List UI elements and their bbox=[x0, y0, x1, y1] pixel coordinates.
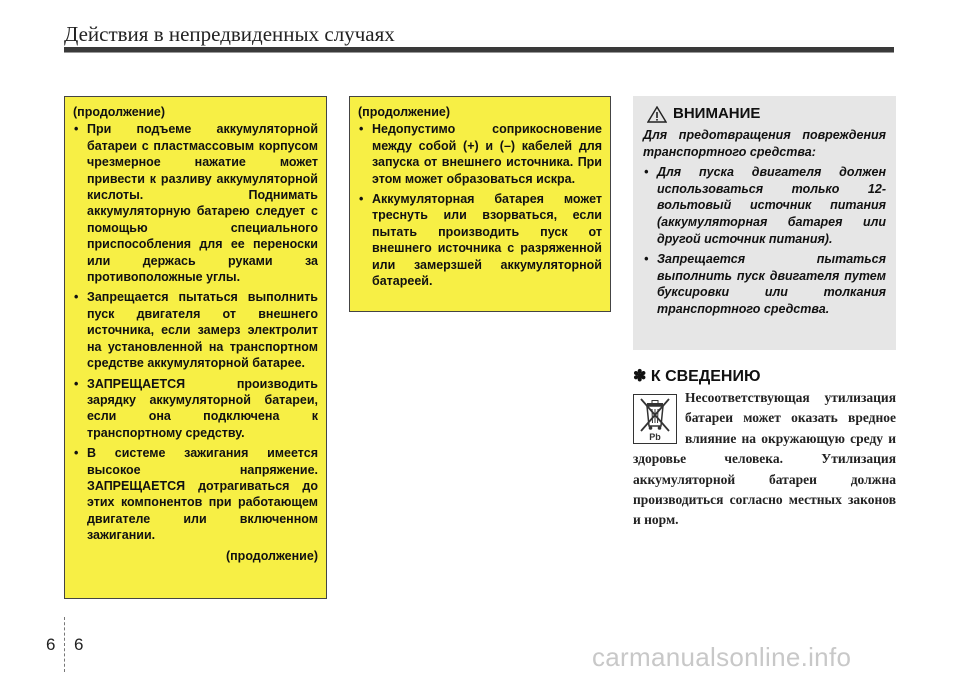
icon-label-pb: Pb bbox=[649, 432, 661, 442]
note-text: Несоответствующая утилизация батареи может оказать вредное влияние на окружающую среду и здоровье человека. Утилизация аккумуляторной батареи должна производиться согласно местных законов и норм. bbox=[633, 390, 896, 528]
watermark: carmanualsonline.info bbox=[592, 642, 852, 672]
page-fold-line bbox=[64, 617, 65, 672]
warning-box bbox=[633, 96, 896, 350]
list-item: • Недопустимо соприкосновение между собой (+) и (–) кабелей для запуска от внешнего источника. При этом может образоваться искра. bbox=[358, 121, 602, 187]
continued-end-label: (продолжение) bbox=[225, 548, 318, 563]
page-number-left: 6 bbox=[46, 635, 56, 654]
warning-title: ВНИМАНИЕ bbox=[673, 105, 761, 123]
continued-label: (продолжение) bbox=[358, 105, 451, 119]
list-item: • Запрещается пытаться выполнить пуск двигателя от внешнего источника, если замерз электролит на установленной на транспортном средстве аккумуляторной батарее. bbox=[73, 289, 318, 371]
page-header-title: Действия в непредвиденных случаях bbox=[64, 22, 395, 46]
caution-list-left bbox=[73, 121, 318, 543]
header-rule-thin bbox=[64, 52, 894, 53]
list-item: • Для пуска двигателя должен использоваться только 12-вольтовый источник питания (аккумуляторная батарея или другой источник питания). bbox=[643, 164, 886, 247]
warning-heading bbox=[647, 106, 886, 123]
caution-box-middle bbox=[349, 96, 611, 312]
page-number-right: 6 bbox=[74, 635, 84, 654]
list-item: • Аккумуляторная батарея может треснуть или взорваться, если пытать производить пуск от внешнего источника с разряженной или замерзшей аккумуляторной батареей. bbox=[358, 191, 602, 289]
note-body bbox=[633, 388, 896, 531]
warning-triangle-icon bbox=[647, 106, 667, 123]
recycle-bin-crossed-icon bbox=[633, 394, 677, 444]
list-item: • Запрещается пытаться выполнить пуск двигателя путем буксировки или толкания транспортного средства. bbox=[643, 251, 886, 317]
note-heading: ✽ К СВЕДЕНИЮ bbox=[633, 368, 761, 385]
warning-list bbox=[643, 164, 886, 317]
caution-box-left bbox=[64, 96, 327, 599]
continued-label: (продолжение) bbox=[73, 105, 166, 119]
list-item: • В системе зажигания имеется высокое напряжение. ЗАПРЕЩАЕТСЯ дотрагиваться до этих компонентов при работающем двигателе или включенном зажигании. bbox=[73, 445, 318, 543]
list-item: • При подъеме аккумуляторной батареи с пластмассовым корпусом чрезмерное нажатие может привести к разливу аккумуляторной кислоты. Поднимать аккумуляторную батарею следует с помощью специального приспособления для ее переноски или держась руками за противоположные углы. bbox=[73, 121, 318, 285]
caution-list-middle bbox=[358, 121, 602, 289]
list-item: • ЗАПРЕЩАЕТСЯ производить зарядку аккумуляторной батареи, если она подключена к транспортному средству. bbox=[73, 376, 318, 442]
warning-intro: Для предотвращения повреждения транспортного средства: bbox=[643, 128, 886, 159]
